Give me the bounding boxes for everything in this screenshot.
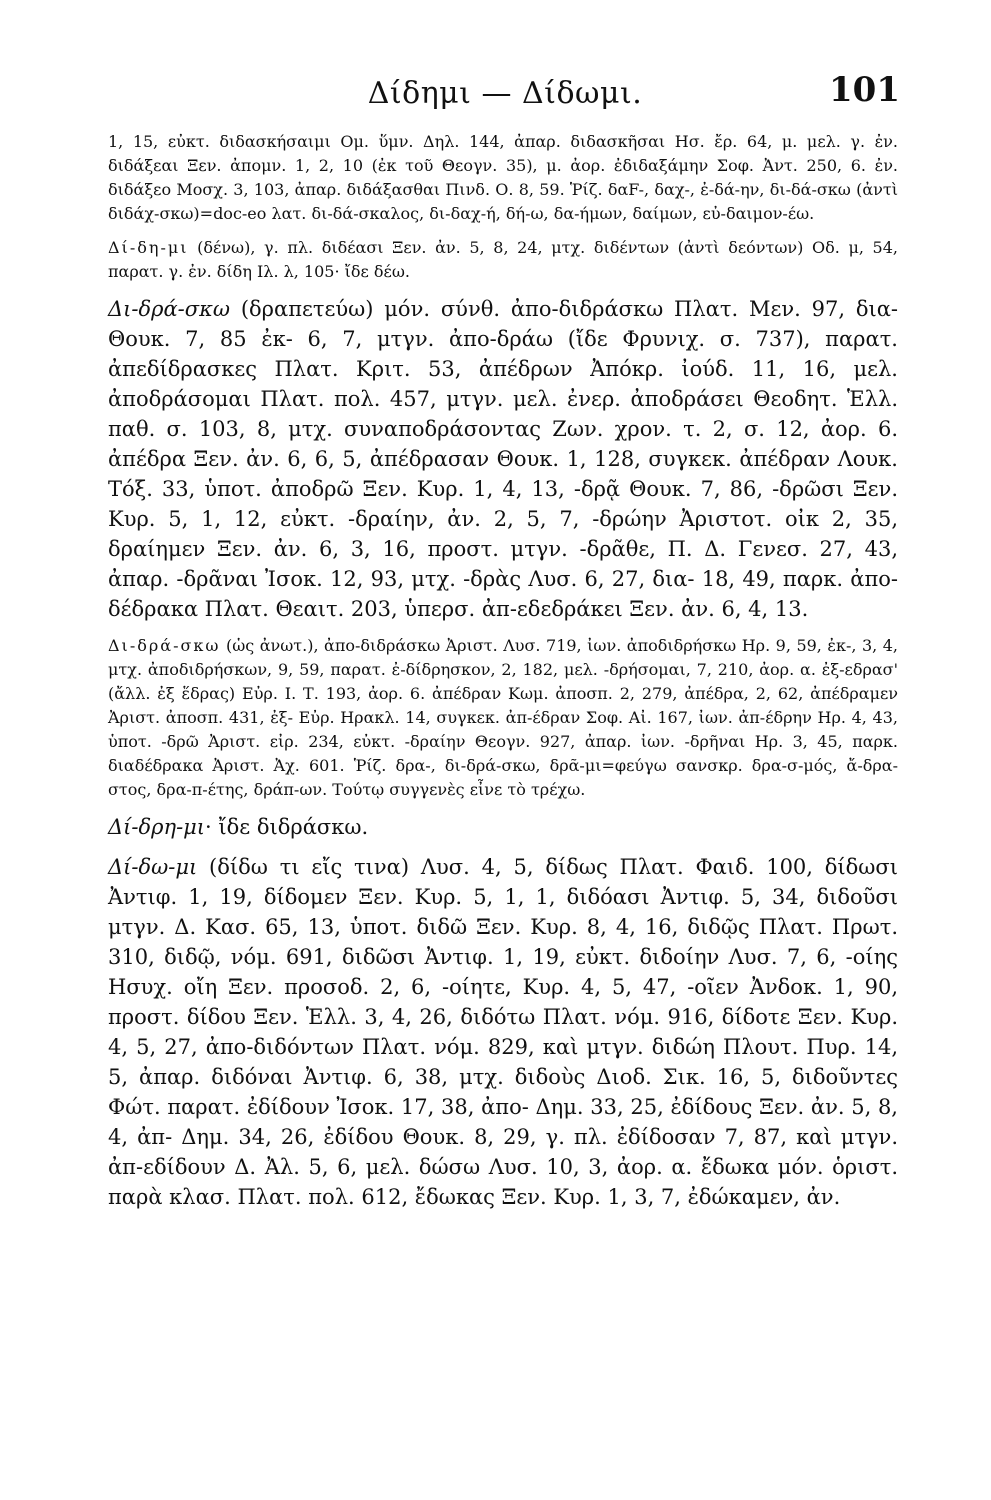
entry-text: (ὡς ἀνωτ.), ἀπο-διδράσκω Ἀριστ. Λυσ. 719, ἰων. ἀποδιδρήσκω Ηρ. 9, 59, ἐκ-, 3, 4, μτχ. ἀποδιδρήσκων, 9, 59, παρατ. ἐ-δίδρησκον, 2, 182, μελ. -δρήσομαι, 7, 210, ἀορ. α. ἐξ-εδρασ' (ἄλλ. ἐξ ἕδρας) Εὐρ. Ι. Τ. 193, ἀορ. 6. ἀπέδραν Κωμ. ἀποσπ. 2, 279, ἀπέδρα, 2, 62, ἀπέδραμεν Ἀριστ. ἀποσπ. 431, ἐξ- Εὐρ. Ηρακλ. 14, συγκεκ. ἀπ-έδραν Σοφ. Αἰ. 167, ἰων. ἀπ-έδρην Ηρ. 4, 43, ὑποτ. -δρῶ Ἀριστ. εἰρ. 234, εὐκτ. -δραίην Θεογν. 927, ἀπαρ. ἰων. -δρῆναι Ηρ. 3, 45, παρκ. διαδέδρακα Ἀριστ. Ἀχ. 601. Ῥίζ. δρα-, δι-δρά-σκω, δρᾶ-μι=φεύγω σανσκρ. δρα-σ-μός, ἄ-δρα-στος, δρα-π-έτης, δράπ-ων. Τούτῳ συγγενὲς εἶνε τὸ τρέχω. [108, 636, 898, 800]
entry-headword: Δί-δρη-μι [108, 815, 206, 840]
entry-text: · ἴδε διδράσκω. [205, 815, 369, 840]
entry-headword: Δί-δη-μι [108, 238, 189, 257]
entry-didrasko [108, 294, 898, 624]
entry-didemi [108, 236, 898, 284]
entry-text: 1, 15, εὐκτ. διδασκήσαιμι Ομ. ὕμν. Δηλ. 144, ἀπαρ. διδασκῆσαι Ησ. ἔρ. 64, μ. μελ. γ. ἐν. διδάξεαι Ξεν. ἀπομν. 1, 2, 10 (ἐκ τοῦ Θεογν. 35), μ. ἀορ. ἐδιδαξάμην Σοφ. Ἀντ. 250, 6. ἐν. διδάξεο Μοσχ. 3, 103, ἀπαρ. διδάξασθαι Πινδ. Ο. 8, 59. Ῥίζ. δαF-, δαχ-, ἐ-δά-ην, δι-δά-σκω (ἀντὶ διδάχ-σκω)=doc-eo λατ. δι-δά-σκαλος, δι-δαχ-ή, δή-ω, δα-ήμων, δαίμων, εὐ-δαιμον-έω. [108, 132, 898, 223]
entry-text: (δίδω τι εἴς τινα) Λυσ. 4, 5, δίδως Πλατ. Φαιδ. 100, δίδωσι Ἀντιφ. 1, 19, δίδομεν Ξεν. Κυρ. 5, 1, 1, διδόασι Ἀντιφ. 5, 34, διδοῦσι μτγν. Δ. Κασ. 65, 13, ὑποτ. διδῶ Ξεν. Κυρ. 8, 4, 16, διδῷς Πλατ. Πρωτ. 310, διδῷ, νόμ. 691, διδῶσι Ἀντιφ. 1, 19, εὐκτ. διδοίην Λυσ. 7, 6, -οίης Ησυχ. οἴη Ξεν. προσοδ. 2, 6, -οίητε, Κυρ. 4, 5, 47, -οῖεν Ἀνδοκ. 1, 90, προστ. δίδου Ξεν. Ἑλλ. 3, 4, 26, διδότω Πλατ. νόμ. 916, δίδοτε Ξεν. Κυρ. 4, 5, 27, ἀπο-διδόντων Πλατ. νόμ. 829, καὶ μτγν. διδώη Πλουτ. Πυρ. 14, 5, ἀπαρ. διδόναι Ἀντιφ. 6, 38, μτχ. διδοὺς Διοδ. Σικ. 16, 5, διδοῦντες Φώτ. παρατ. ἐδίδουν Ἰσοκ. 17, 38, ἀπο- Δημ. 33, 25, ἐδίδους Ξεν. ἀν. 5, 8, 4, ἀπ- Δημ. 34, 26, ἐδίδου Θουκ. 8, 29, γ. πλ. ἐδίδοσαν 7, 87, καὶ μτγν. ἀπ-εδίδουν Δ. Ἀλ. 5, 6, μελ. δώσω Λυσ. 10, 3, ἀορ. α. ἔδωκα μόν. ὁριστ. παρὰ κλασ. Πλατ. πολ. 612, ἔδωκας Ξεν. Κυρ. 1, 3, 7, ἐδώκαμεν, ἀν. [108, 855, 898, 1210]
entry-didomi [108, 852, 898, 1212]
running-head: Δίδημι — Δίδωμι. [367, 76, 643, 111]
page-number: 101 [829, 70, 900, 110]
entry-headword: Δι-δρά-σκω [108, 297, 230, 321]
entry-headword: Δι-δρά-σκω [108, 636, 221, 656]
entry-didremi [108, 812, 898, 842]
entry-headword: Δί-δω-μι [108, 855, 198, 880]
dictionary-body [108, 130, 898, 1212]
entry-continuation [108, 130, 898, 226]
entry-text: (δραπετεύω) μόν. σύνθ. ἀπο-διδράσκω Πλατ. Μεν. 97, δια- Θουκ. 7, 85 ἐκ- 6, 7, μτγν. ἀπο-δράω (ἴδε Φρυνιχ. σ. 737), παρατ. ἀπεδίδρασκες Πλατ. Κριτ. 53, ἀπέδρων Ἀπόκρ. ἰούδ. 11, 16, μελ. ἀποδράσομαι Πλατ. πολ. 457, μτγν. μελ. ἐνερ. ἀποδράσει Θεοδητ. Ἑλλ. παθ. σ. 103, 8, μτχ. συναποδράσοντας Ζων. χρον. τ. 2, σ. 12, ἀορ. 6. ἀπέδρα Ξεν. ἀν. 6, 6, 5, ἀπέδρασαν Θουκ. 1, 128, συγκεκ. ἀπέδραν Λουκ. Τόξ. 33, ὑποτ. ἀποδρῶ Ξεν. Κυρ. 1, 4, 13, -δρᾷ Θουκ. 7, 86, -δρῶσι Ξεν. Κυρ. 5, 1, 12, εὐκτ. -δραίην, ἀν. 2, 5, 7, -δρώην Ἀριστοτ. οἰκ 2, 35, δραίημεν Ξεν. ἀν. 6, 3, 16, προστ. μτγν. -δρᾶθε, Π. Δ. Γενεσ. 27, 43, ἀπαρ. -δρᾶναι Ἰσοκ. 12, 93, μτχ. -δρὰς Λυσ. 6, 27, δια- 18, 49, παρκ. ἀπο-δέδρακα Πλατ. Θεαιτ. 203, ὑπερσ. ἀπ-εδεδράκει Ξεν. ἀν. 6, 4, 13. [108, 297, 898, 622]
page-header [110, 70, 900, 130]
entry-text: (δένω), γ. πλ. διδέασι Ξεν. ἀν. 5, 8, 24, μτχ. διδέντων (ἀντὶ δεόντων) Οδ. μ, 54, παρατ. γ. ἐν. δίδη Ιλ. λ, 105· ἴδε δέω. [108, 238, 898, 281]
entry-didrasko-ionic [108, 634, 898, 802]
